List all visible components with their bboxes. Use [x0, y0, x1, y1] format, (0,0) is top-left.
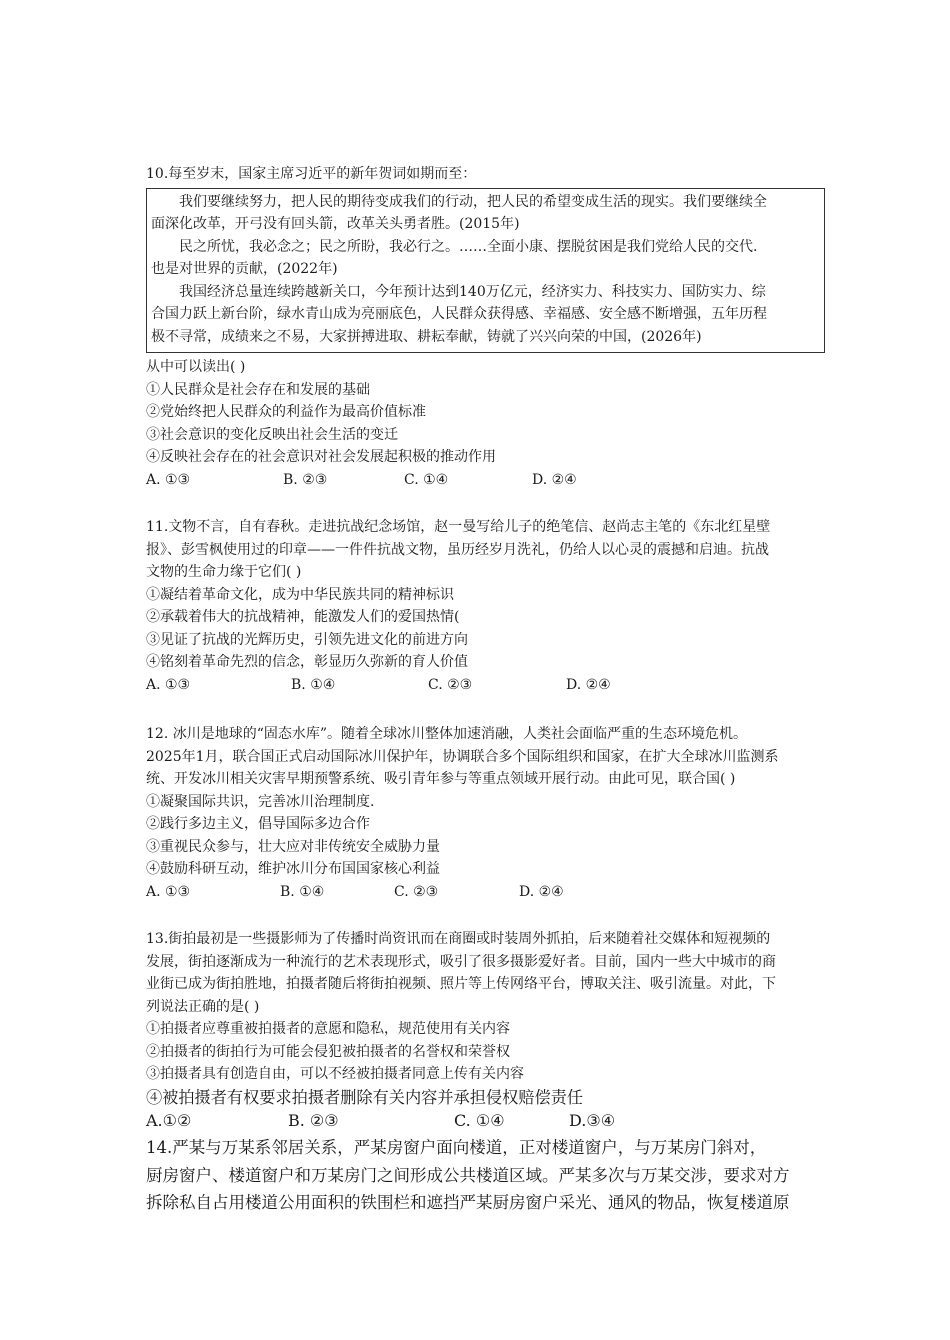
- statement-item: ②承载着伟大的抗战精神，能激发人们的爱国热情(: [146, 609, 460, 625]
- option-a[interactable]: A. ①③: [146, 676, 191, 693]
- question-12-stem: 12. 冰川是地球的“固态水库”。随着全球冰川整体加速消融，人类社会面临严重的生态环境危机。: [146, 726, 748, 742]
- question-14-stem: 14.严某与万某系邻居关系，严某房窗户面向楼道，正对楼道窗户，与万某房门斜对，: [146, 1138, 767, 1157]
- option-a[interactable]: A.①②: [146, 1110, 192, 1130]
- question-10: [146, 163, 826, 491]
- question-13: [146, 928, 826, 1133]
- statement-item: ①拍摄者应尊重被拍摄者的意愿和隐私，规范使用有关内容: [146, 1021, 510, 1037]
- question-13-stem: 13.街拍最初是一些摄影师为了传播时尚资讯而在商圈或时装周外抓拍，后来随着社交媒体和短视频的: [146, 931, 771, 947]
- quote-line: 合国力跃上新台阶，绿水青山成为亮丽底色，人民群众获得感、幸福感、安全感不断增强，五年历程: [151, 306, 767, 322]
- statement-item: ④鼓励科研互动，维护冰川分布国国家核心利益: [146, 861, 440, 877]
- option-c[interactable]: C. ②③: [428, 676, 473, 693]
- quote-line: 也是对世界的贡献，(2022年): [151, 261, 338, 277]
- option-b[interactable]: B. ②③: [288, 1110, 339, 1130]
- question-14-stem: 拆除私自占用楼道公用面积的铁围栏和遮挡严某厨房窗户采光、通风的物品，恢复楼道原: [146, 1193, 790, 1212]
- statement-item: ④反映社会存在的社会意识对社会发展起积极的推动作用: [146, 449, 496, 465]
- option-b[interactable]: B. ②③: [283, 471, 328, 488]
- question-11-stem: 11.文物不言，自有春秋。走进抗战纪念场馆，赵一曼写给儿子的绝笔信、赵尚志主笔的《东北红星壁: [146, 519, 771, 535]
- statement-item: ③拍摄者具有创造自由，可以不经被拍摄者同意上传有关内容: [146, 1066, 524, 1082]
- statement-item: ①凝聚国际共识，完善冰川治理制度.: [146, 793, 375, 810]
- question-11-stem: 文物的生命力缘于它们( ): [146, 564, 302, 580]
- quote-line: 民之所忧，我必念之；民之所盼，我必行之。……全面小康、摆脱贫困是我们党给人民的交代.: [179, 238, 758, 255]
- statement-item: ②拍摄者的街拍行为可能会侵犯被拍摄者的名誉权和荣誉权: [146, 1043, 510, 1060]
- quote-line: 我们要继续努力，把人民的期待变成我们的行动，把人民的希望变成生活的现实。我们要继续全: [179, 193, 767, 210]
- option-d[interactable]: D. ②④: [532, 471, 577, 488]
- question-12-stem: 统、开发冰川相关灾害早期预警系统、吸引青年参与等重点领域开展行动。由此可见，联合国( ): [146, 771, 736, 787]
- option-d[interactable]: D.③④: [569, 1110, 616, 1130]
- option-c[interactable]: C. ②③: [394, 883, 439, 900]
- question-14-stem: 厨房窗户、楼道窗户和万某房门之间形成公共楼道区域。严某多次与万某交涉，要求对方: [146, 1165, 790, 1185]
- option-a[interactable]: A. ①③: [146, 883, 191, 900]
- quote-line: 面深化改革，开弓没有回头箭，改革关头勇者胜。(2015年): [151, 216, 520, 232]
- statement-item: ③重视民众参与，壮大应对非传统安全威胁力量: [146, 838, 440, 855]
- quote-line: 极不寻常，成绩来之不易，大家拼搏进取、耕耘奉献，铸就了兴兴向荣的中国，(2026年): [151, 328, 702, 345]
- question-11: [146, 516, 826, 696]
- question-13-large-block: [146, 1086, 826, 1133]
- question-14: [146, 1134, 846, 1217]
- answer-options: [146, 881, 826, 903]
- answer-options: [146, 674, 826, 696]
- question-10-stem: 10.每至岁末，国家主席习近平的新年贺词如期而至：: [146, 166, 477, 182]
- option-c[interactable]: C. ①④: [454, 1110, 505, 1130]
- question-13-stem: 发展，街拍逐渐成为一种流行的艺术表现形式，吸引了很多摄影爱好者。目前，国内一些大中城市的商: [146, 953, 776, 970]
- option-c[interactable]: C. ①④: [404, 471, 449, 488]
- question-11-stem: 报》、彭雪枫使用过的印章——一件件抗战文物，虽历经岁月洗礼，仍给人以心灵的震撼和启迪。抗战: [146, 541, 769, 558]
- option-a[interactable]: A. ①③: [146, 471, 191, 488]
- option-d[interactable]: D. ②④: [566, 676, 611, 693]
- statement-item: ①人民群众是社会存在和发展的基础: [146, 381, 370, 398]
- answer-options: [146, 469, 826, 491]
- quote-box: [146, 188, 825, 354]
- question-13-stem: 列说法正确的是( ): [146, 998, 260, 1015]
- question-10-prompt: 从中可以读出( ): [146, 359, 246, 375]
- answer-options: [146, 1109, 826, 1133]
- statement-item: ③见证了抗战的光辉历史，引领先进文化的前进方向: [146, 631, 468, 648]
- statement-item: ①凝结着革命文化，成为中华民族共同的精神标识: [146, 586, 454, 603]
- option-b[interactable]: B. ①④: [280, 883, 325, 900]
- question-12-stem: 2025年1月，联合国正式启动国际冰川保护年，协调联合多个国际组织和国家，在扩大全球冰川监测系: [146, 748, 779, 765]
- question-13-stem: 业街已成为街拍胜地，拍摄者随后将街拍视频、照片等上传网络平台，博取关注、吸引流量。对此，下: [146, 976, 776, 992]
- statement-item: ④铭刻着革命先烈的信念，彰显历久弥新的育人价值: [146, 654, 468, 670]
- quote-line: 我国经济总量连续跨越新关口，今年预计达到140万亿元，经济实力、科技实力、国防实力、综: [179, 283, 766, 300]
- option-b[interactable]: B. ①④: [291, 676, 336, 693]
- statement-item: ④被拍摄者有权要求拍摄者删除有关内容并承担侵权赔偿责任: [146, 1087, 584, 1107]
- statement-item: ②党始终把人民群众的利益作为最高价值标准: [146, 404, 426, 420]
- question-12: [146, 723, 826, 903]
- option-d[interactable]: D. ②④: [519, 883, 564, 900]
- statement-item: ②践行多边主义，倡导国际多边合作: [146, 816, 370, 832]
- statement-item: ③社会意识的变化反映出社会生活的变迁: [146, 426, 398, 443]
